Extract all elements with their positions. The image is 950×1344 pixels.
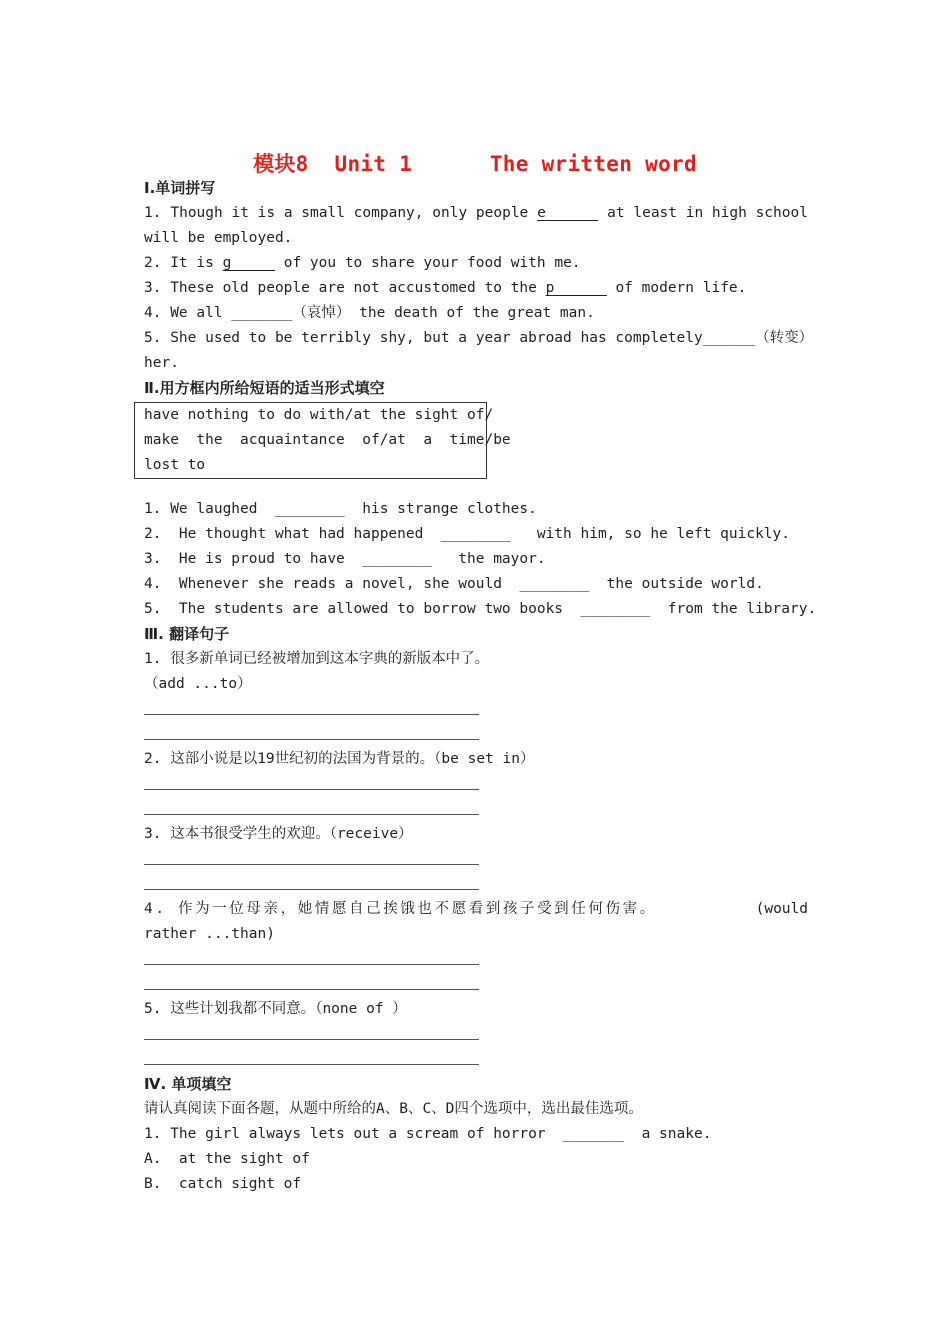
phrase-box-line: make the acquaintance of/at a time/be <box>144 432 511 448</box>
s4-option-a: A. at the sight of <box>144 1151 310 1167</box>
s3-item-4-prompt <box>144 897 808 922</box>
s1-item-1-after: at least in high school <box>607 205 808 221</box>
s1-item-1-text: Though it is a small company, only people <box>170 205 529 221</box>
s2-item-3: 3. He is proud to have ________ the mayor. <box>144 551 546 567</box>
s2-item-1: 1. We laughed ________ his strange clothes. <box>144 501 537 517</box>
s1-item-4-num: 4. <box>144 305 162 321</box>
answer-line[interactable] <box>144 1022 808 1047</box>
s3-item-2-prompt: 2. 这部小说是以19世纪初的法国为背景的。（be set in） <box>144 751 535 767</box>
s3-item-1-hint: （add ...to） <box>144 676 252 692</box>
s1-item-5-cont: her. <box>144 355 179 371</box>
s3-item-4-hint: rather ...than) <box>144 926 275 942</box>
s3-item-5-prompt: 5. 这些计划我都不同意。（none of ） <box>144 1001 407 1017</box>
answer-line[interactable] <box>144 722 808 747</box>
s1-item-5-num: 5. <box>144 330 162 346</box>
s1-item-5-after: ______（转变） <box>702 330 814 346</box>
s4-option-b: B. catch sight of <box>144 1176 302 1192</box>
s1-item-2-text: It is <box>161 255 214 271</box>
s1-item-2-after: of you to share your food with me. <box>283 255 581 271</box>
s3-item-4-hint-start: (would <box>755 901 808 917</box>
s1-item-1 <box>144 201 808 226</box>
s1-item-4 <box>144 301 808 326</box>
s1-item-3-after: of modern life. <box>615 280 747 296</box>
s1-item-1-blank: e______ <box>537 205 599 221</box>
answer-line[interactable] <box>144 772 808 797</box>
s1-item-4-text: We all _______（哀悼） the death of the great man. <box>161 305 595 321</box>
answer-line[interactable] <box>144 947 808 972</box>
s1-item-3-text: These old people are not accustomed to the <box>161 280 537 296</box>
page-title: 模块8 Unit 1 The written word <box>253 152 697 176</box>
s3-item-1-prompt: 1. 很多新单词已经被增加到这本字典的新版本中了。 <box>144 651 490 667</box>
section-1-heading: Ⅰ.单词拼写 <box>144 179 216 197</box>
s1-item-2 <box>144 251 808 276</box>
s1-item-3 <box>144 276 808 301</box>
s1-item-1-cont: will be employed. <box>144 230 293 246</box>
s1-item-3-blank: p______ <box>545 280 607 296</box>
answer-line[interactable] <box>144 872 808 897</box>
s3-item-3-prompt: 3. 这本书很受学生的欢迎。（receive） <box>144 826 413 842</box>
section-2-heading: Ⅱ.用方框内所给短语的适当形式填空 <box>144 379 385 397</box>
s1-item-1-num: 1. <box>144 205 162 221</box>
answer-line[interactable] <box>144 697 808 722</box>
answer-line[interactable] <box>144 1047 808 1072</box>
s1-item-3-num: 3. <box>144 280 162 296</box>
section-3-heading: Ⅲ. 翻译句子 <box>144 625 230 643</box>
s3-item-4-text: 4. 作为一位母亲，她情愿自己挨饿也不愿看到孩子受到任何伤害。 <box>144 901 657 917</box>
phrase-box <box>134 402 511 479</box>
s2-item-5: 5. The students are allowed to borrow two books ________ from the library. <box>144 601 817 617</box>
s1-item-2-blank: g_____ <box>222 255 275 271</box>
s2-item-4: 4. Whenever she reads a novel, she would ________ the outside world. <box>144 576 764 592</box>
section-4-heading: Ⅳ. 单项填空 <box>144 1075 232 1093</box>
s4-question-1: 1. The girl always lets out a scream of horror _______ a snake. <box>144 1126 712 1142</box>
answer-line[interactable] <box>144 847 808 872</box>
phrase-box-line: lost to <box>144 457 206 473</box>
s1-item-5-text: She used to be terribly shy, but a year abroad has completely <box>161 330 703 346</box>
worksheet-content <box>144 176 817 1197</box>
s1-item-5 <box>144 326 814 351</box>
s2-item-2: 2. He thought what had happened ________ with him, so he left quickly. <box>144 526 791 542</box>
s1-item-2-num: 2. <box>144 255 162 271</box>
s4-intro: 请认真阅读下面各题，从题中所给的A、B、C、D四个选项中，选出最佳选项。 <box>144 1101 643 1117</box>
answer-line[interactable] <box>144 972 808 997</box>
phrase-box-line: have nothing to do with/at the sight of/ <box>144 407 494 423</box>
answer-line[interactable] <box>144 797 808 822</box>
